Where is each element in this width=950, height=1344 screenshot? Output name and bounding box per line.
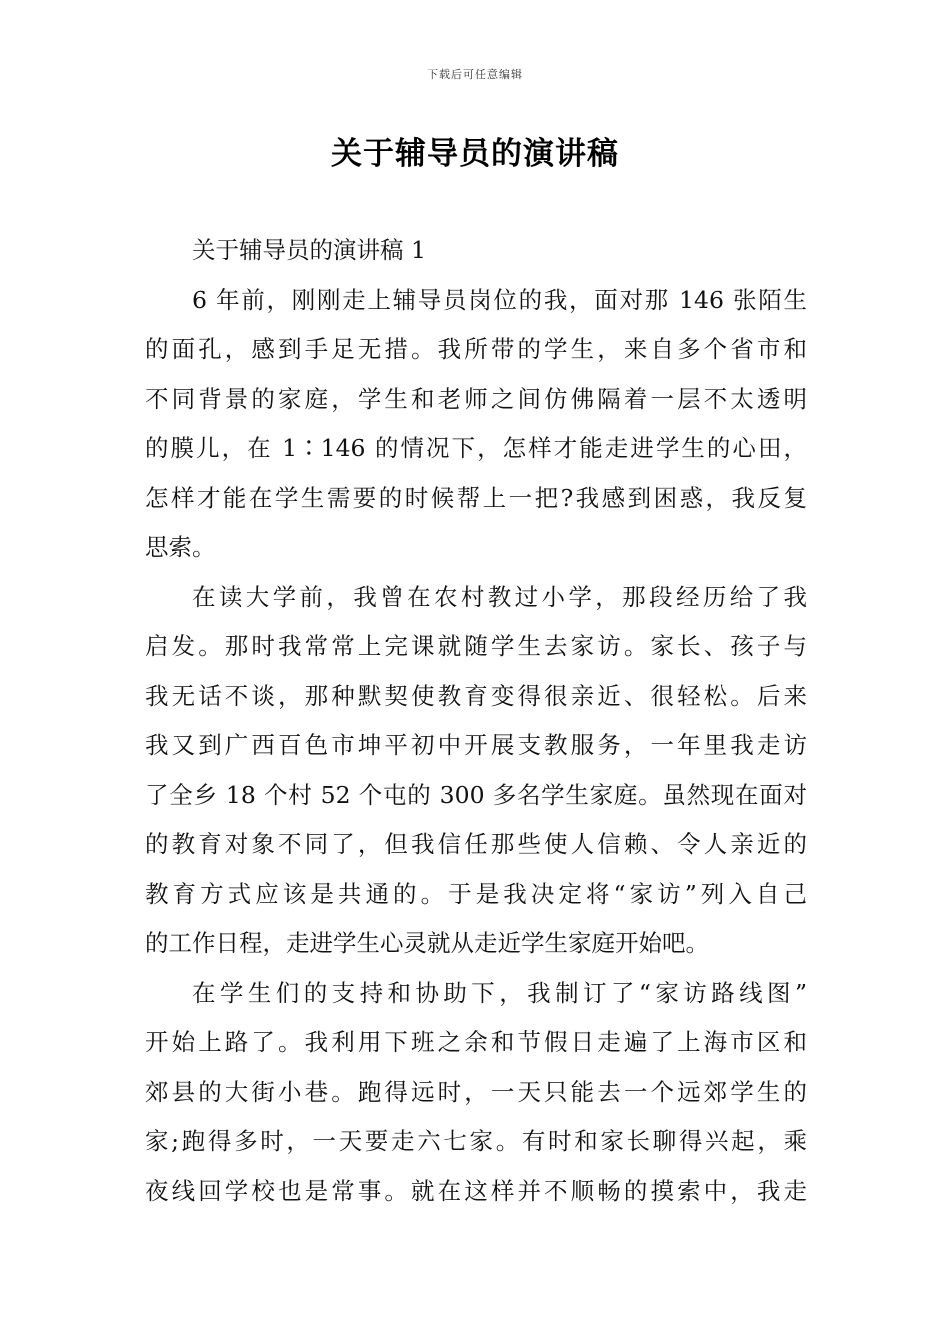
section-subheading: 关于辅导员的演讲稿 1 bbox=[192, 236, 426, 264]
text-line: 了全乡 18 个村 52 个屯的 300 多名学生家庭。虽然现在面对 bbox=[145, 780, 807, 809]
text-line: 不同背景的家庭，学生和老师之间仿佛隔着一层不太透明 bbox=[145, 384, 807, 413]
text-line: 怎样才能在学生需要的时候帮上一把?我感到困惑，我反复 bbox=[145, 483, 807, 512]
text-line: 思索。 bbox=[145, 533, 216, 561]
document-body bbox=[145, 226, 807, 1216]
text-line: 家;跑得多时，一天要走六七家。有时和家长聊得兴起，乘 bbox=[145, 1127, 807, 1155]
paragraph-3 bbox=[145, 969, 807, 1217]
header-note: 下载后可任意编辑 bbox=[427, 68, 523, 81]
text-line: 在学生们的支持和协助下，我制订了“家访路线图” bbox=[192, 978, 807, 1007]
text-line: 在读大学前，我曾在农村教过小学，那段经历给了我 bbox=[192, 582, 807, 611]
text-line: 我无话不谈，那种默契使教育变得很亲近、很轻松。后来 bbox=[145, 681, 807, 710]
document-title: 关于辅导员的演讲稿 bbox=[331, 136, 619, 172]
paragraph-2 bbox=[145, 573, 807, 969]
text-line: 的教育对象不同了，但我信任那些使人信赖、令人亲近的 bbox=[145, 830, 807, 858]
text-line: 我又到广西百色市坤平初中开展支教服务，一年里我走访 bbox=[145, 731, 807, 759]
text-line: 开始上路了。我利用下班之余和节假日走遍了上海市区和 bbox=[145, 1028, 807, 1056]
text-line: 郊县的大街小巷。跑得远时，一天只能去一个远郊学生的 bbox=[145, 1077, 807, 1106]
text-line: 启发。那时我常常上完课就随学生去家访。家长、孩子与 bbox=[145, 632, 807, 660]
text-line: 的膜儿，在 1∶146 的情况下，怎样才能走进学生的心田， bbox=[145, 434, 807, 462]
text-line: 夜线回学校也是常事。就在这样并不顺畅的摸索中，我走 bbox=[145, 1176, 807, 1205]
text-line: 6 年前，刚刚走上辅导员岗位的我，面对那 146 张陌生 bbox=[192, 285, 807, 314]
text-line: 的工作日程，走进学生心灵就从走近学生家庭开始吧。 bbox=[145, 929, 709, 957]
text-line: 教育方式应该是共通的。于是我决定将“家访”列入自己 bbox=[145, 879, 807, 908]
text-line: 的面孔，感到手足无措。我所带的学生，来自多个省市和 bbox=[145, 335, 807, 363]
paragraph-1 bbox=[145, 276, 807, 573]
